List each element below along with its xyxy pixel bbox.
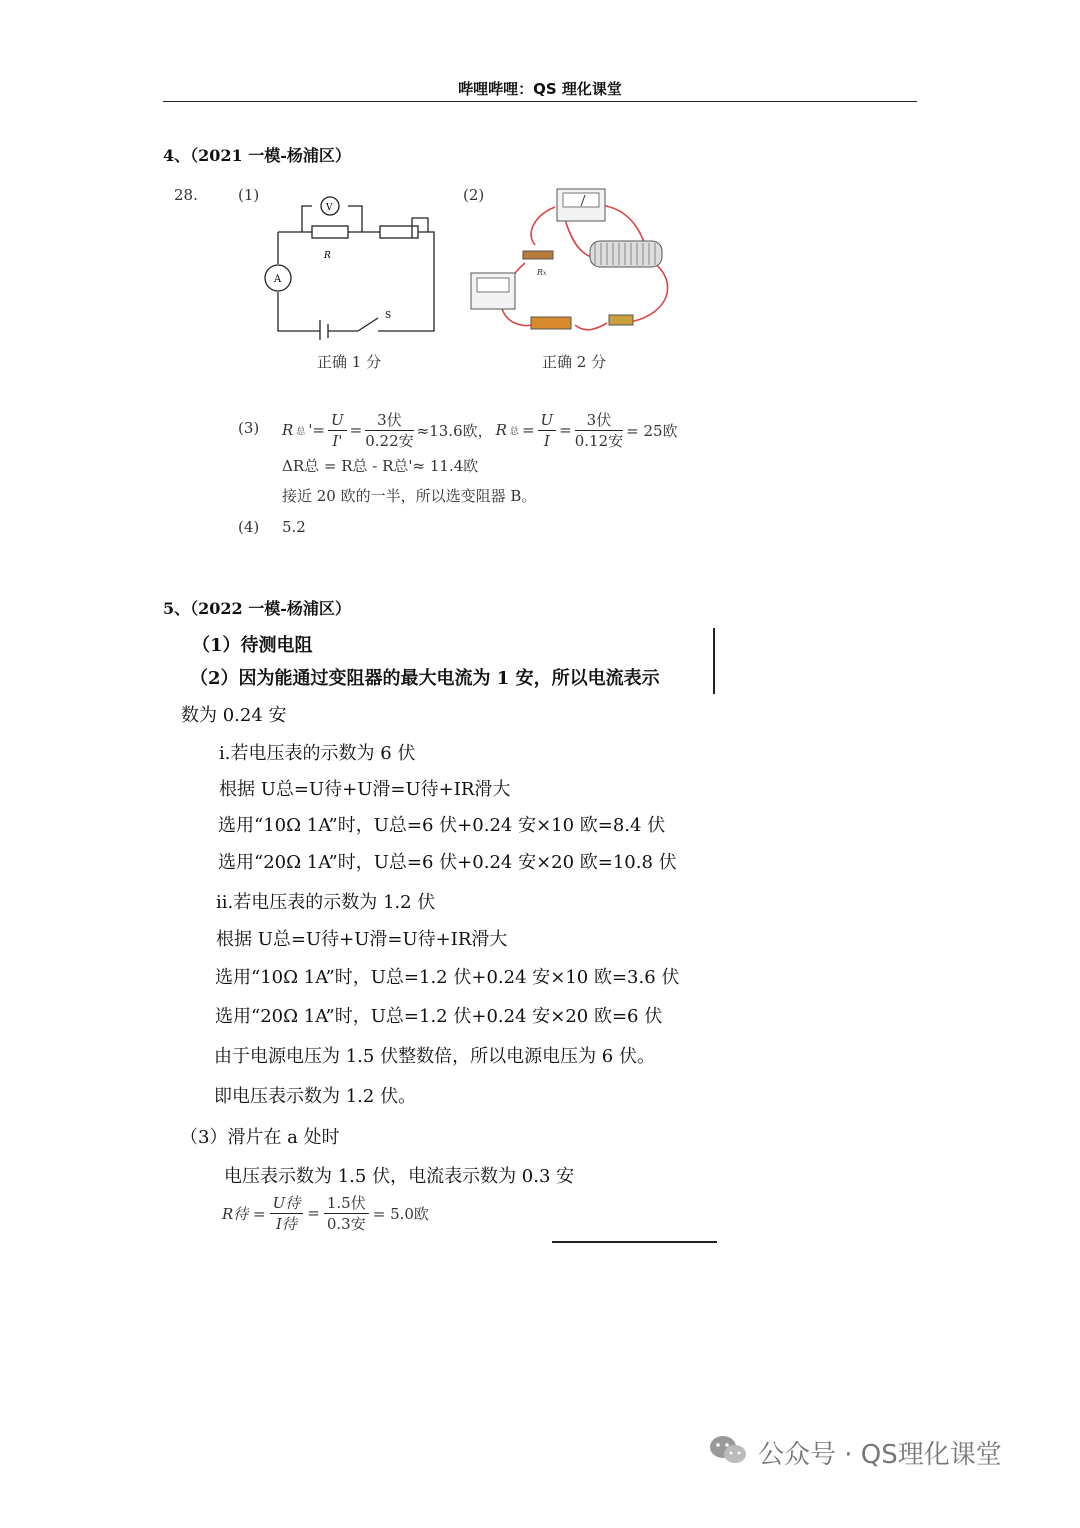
calc1-result: ≈13.6欧，: [416, 421, 493, 440]
q4-conclusion: 接近 20 欧的一半，所以选变阻器 B。: [282, 487, 537, 505]
physical-circuit-picture: [465, 185, 685, 333]
r-label: R待 =: [222, 1204, 266, 1223]
header-rule: [163, 101, 917, 102]
r-total-prime: R: [282, 421, 294, 439]
wechat-icon: [708, 1434, 748, 1466]
q4-title: 4、（2021 一模-杨浦区）: [163, 146, 351, 165]
fraction-u-over-i-waiting: $\frac{\text{U待}}{\text{I待}}$: [270, 1193, 304, 1234]
q5-line-14: （3）滑片在 a 处时: [180, 1127, 340, 1148]
q4-caption-2: 正确 2 分: [542, 353, 607, 371]
q4-calculation: R 总 '= $\frac{U}{I'}$ = $\frac{\text{3伏}}{\text{0.22安}}$ ≈13.6欧， R 总 = $\frac{U}{I}$ = $\frac{\text{3伏}}{\text{0.12安}}$ = 25欧: [282, 410, 678, 450]
watermark-text: 公众号 · QS理化课堂: [758, 1440, 1002, 1470]
q5-r-formula: R待 = $\frac{\text{U待}}{\text{I待}}$ = $\frac{\text{1.5伏}}{\text{0.3安}}$ = 5.0欧: [222, 1193, 429, 1233]
r-result: = 5.0欧: [372, 1204, 429, 1223]
rx-label: R: [324, 251, 331, 261]
fraction-15v-over-03a: $\frac{\text{1.5伏}}{\text{0.3安}}$: [324, 1193, 369, 1234]
q4-delta-line: ΔR总 = R总 - R总'≈ 11.4欧: [282, 457, 479, 475]
q5-line-3: 数为 0.24 安: [181, 705, 287, 726]
switch-label: S: [385, 311, 392, 321]
svg-text:Rx: Rx: [537, 268, 547, 277]
q4-part2-label: (2): [463, 186, 485, 204]
q5-line-11: 选用“20Ω 1A”时，U总=1.2 伏+0.24 安×20 欧=6 伏: [215, 1006, 663, 1027]
calc2-result: = 25欧: [626, 421, 678, 440]
r-prime-eq: '=: [308, 421, 326, 439]
q4-part4-label: (4): [238, 518, 260, 536]
q4-number: 28.: [174, 186, 198, 204]
fraction-3v-over-012a: $\frac{\text{3伏}}{\text{0.12安}}$: [574, 410, 624, 450]
q4-part4-answer: 5.2: [282, 518, 306, 536]
q5-line-15: 电压表示数为 1.5 伏，电流表示数为 0.3 安: [224, 1166, 575, 1187]
q5-line-13: 即电压表示数为 1.2 伏。: [214, 1086, 417, 1107]
q5-line-9: 根据 U总=U待+U滑=U待+IR滑大: [216, 929, 508, 950]
q5-line-7: 选用“20Ω 1A”时，U总=6 伏+0.24 安×20 欧=10.8 伏: [218, 852, 677, 873]
ammeter-label: A: [274, 274, 282, 285]
q5-line-6: 选用“10Ω 1A”时，U总=6 伏+0.24 安×10 欧=8.4 伏: [218, 815, 666, 836]
q5-line-2: （2）因为能通过变阻器的最大电流为 1 安，所以电流表示: [190, 668, 660, 689]
q5-line-1: （1）待测电阻: [192, 635, 313, 656]
q5-line-12: 由于电源电压为 1.5 伏整数倍，所以电源电压为 6 伏。: [214, 1046, 655, 1067]
q5-line-8: ii.若电压表的示数为 1.2 伏: [216, 892, 436, 913]
q4-part3-label: (3): [238, 419, 260, 437]
q5-line-4: i.若电压表的示数为 6 伏: [219, 743, 416, 764]
q5-title: 5、（2022 一模-杨浦区）: [163, 599, 351, 618]
scan-edge-line: [713, 628, 715, 694]
q5-line-5: 根据 U总=U待+U滑=U待+IR滑大: [219, 779, 511, 800]
voltmeter-label: V: [326, 203, 333, 213]
circuit-diagram: [262, 190, 442, 340]
q4-part1-label: (1): [238, 186, 260, 204]
q4-caption-1: 正确 1 分: [317, 353, 382, 371]
fraction-u-over-i: $\frac{U}{I}$: [538, 410, 557, 451]
q5-line-10: 选用“10Ω 1A”时，U总=1.2 伏+0.24 安×10 欧=3.6 伏: [215, 967, 680, 988]
page-header: 哔哩哔哩：QS 理化课堂: [458, 80, 622, 98]
r-sub: 总: [296, 426, 306, 437]
scan-bottom-line: [552, 1241, 717, 1243]
fraction-3v-over-022a: $\frac{\text{3伏}}{\text{0.22安}}$: [365, 410, 414, 450]
fraction-u-over-i-prime: $\frac{U}{I'}$: [328, 410, 347, 451]
